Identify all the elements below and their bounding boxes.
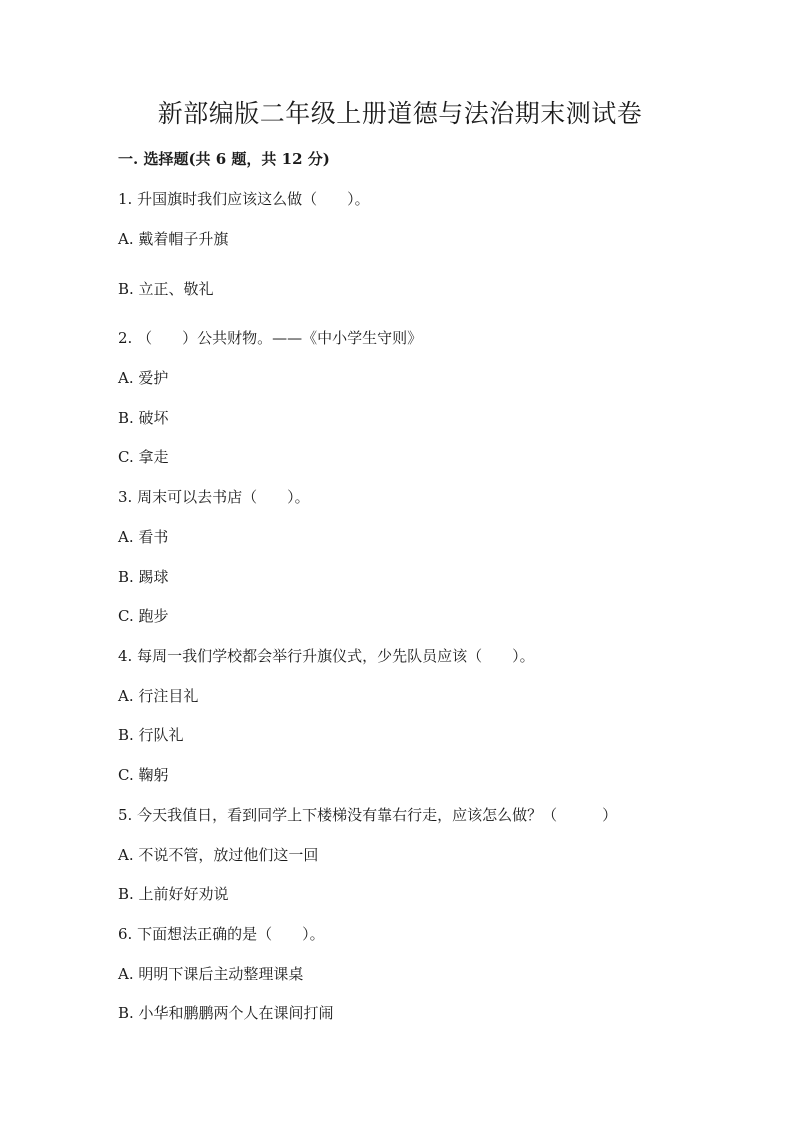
question-stem-1: 1. 升国旗时我们应该这么做（ ）。 xyxy=(118,190,370,208)
question-stem-3: 3. 周末可以去书店（ ）。 xyxy=(118,488,310,506)
question-stem-4: 4. 每周一我们学校都会举行升旗仪式，少先队员应该（ ）。 xyxy=(118,647,535,665)
question-4-option-c: C. 鞠躬 xyxy=(118,766,169,784)
question-1-option-a: A. 戴着帽子升旗 xyxy=(118,230,229,248)
question-2-option-c: C. 拿走 xyxy=(118,448,169,466)
question-3-option-a: A. 看书 xyxy=(118,528,169,546)
exam-title: 新部编版二年级上册道德与法治期末测试卷 xyxy=(157,99,643,128)
question-3-option-b: B. 踢球 xyxy=(118,568,169,586)
question-4-option-b: B. 行队礼 xyxy=(118,726,184,744)
question-3-option-c: C. 跑步 xyxy=(118,607,169,625)
question-5-option-a: A. 不说不管，放过他们这一回 xyxy=(118,846,319,864)
question-stem-2: 2. （ ）公共财物。——《中小学生守则》 xyxy=(118,329,423,347)
question-5-option-b: B. 上前好好劝说 xyxy=(118,885,229,903)
question-2-option-a: A. 爱护 xyxy=(118,369,169,387)
question-stem-5: 5. 今天我值日，看到同学上下楼梯没有靠右行走，应该怎么做？（ ） xyxy=(118,806,618,824)
question-4-option-a: A. 行注目礼 xyxy=(118,687,199,705)
question-6-option-b: B. 小华和鹏鹏两个人在课间打闹 xyxy=(118,1004,334,1022)
section-heading: 一. 选择题(共 6 题，共 12 分) xyxy=(118,150,330,168)
question-1-option-b: B. 立正、敬礼 xyxy=(118,280,214,298)
question-2-option-b: B. 破坏 xyxy=(118,409,169,427)
question-6-option-a: A. 明明下课后主动整理课桌 xyxy=(118,965,304,983)
question-stem-6: 6. 下面想法正确的是（ ）。 xyxy=(118,925,325,943)
